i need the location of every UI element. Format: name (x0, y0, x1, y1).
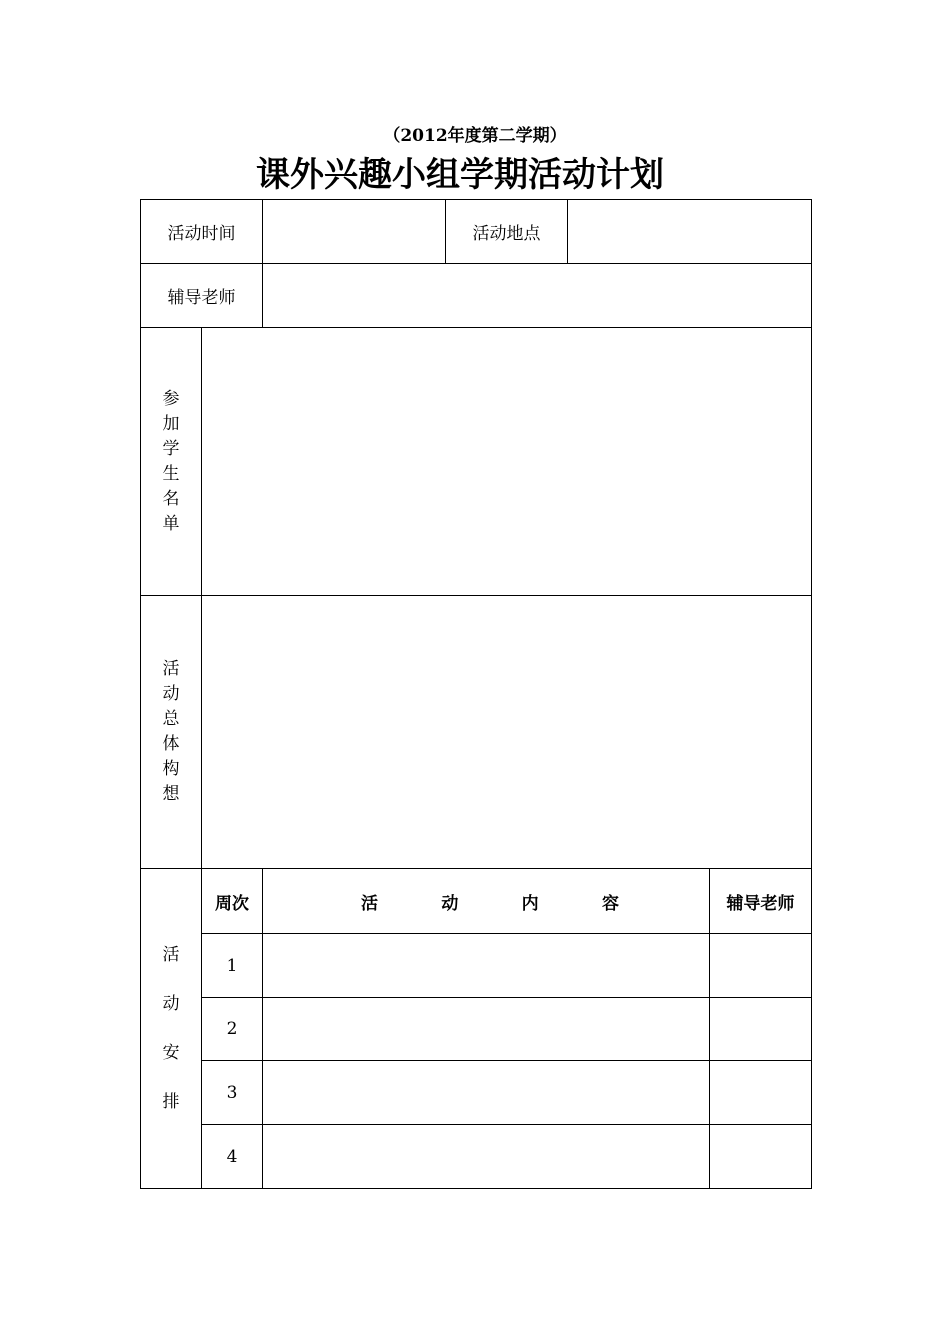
schedule-header-row (141, 869, 812, 934)
row-teacher-cell[interactable] (710, 1125, 812, 1189)
content-cell[interactable] (263, 998, 710, 1061)
week-header: 周次 (215, 893, 249, 914)
time-value-cell[interactable] (263, 200, 446, 264)
semester-subtitle: （2012年度第二学期） (383, 126, 567, 146)
teacher-header: 辅导老师 (726, 893, 795, 914)
content-cell[interactable] (263, 1125, 710, 1189)
schedule-label-cell (141, 869, 202, 1189)
place-value-cell[interactable] (568, 200, 812, 264)
concept-label-char: 构 (162, 759, 180, 779)
content-header-char: 活 (361, 893, 378, 914)
content-header-cell (263, 869, 710, 934)
students-label-char: 生 (162, 463, 180, 484)
students-label-char: 学 (162, 438, 180, 459)
students-label-char: 名 (162, 488, 180, 509)
row-teacher-cell[interactable] (710, 1061, 812, 1125)
content-header-char: 容 (601, 893, 619, 914)
time-label-cell (141, 200, 263, 264)
week-number: 1 (226, 955, 238, 976)
week-number: 2 (226, 1019, 238, 1039)
students-label-cell (141, 328, 202, 596)
concept-label-char: 体 (162, 734, 180, 754)
table-row (141, 1125, 812, 1189)
schedule-label-char: 排 (162, 1091, 180, 1112)
place-label-cell (446, 200, 568, 264)
concept-label-char: 活 (162, 659, 180, 679)
concept-label-cell (141, 596, 202, 869)
table-row (141, 998, 812, 1061)
concept-label-char: 想 (162, 784, 180, 804)
table-row (141, 1061, 812, 1125)
row-teacher-cell[interactable] (710, 934, 812, 998)
schedule-label-char: 安 (162, 1042, 180, 1063)
students-value-cell[interactable] (202, 328, 812, 596)
week-cell (202, 1125, 263, 1189)
students-label-char: 加 (162, 413, 180, 434)
time-label: 活动时间 (167, 224, 236, 244)
week-cell (202, 934, 263, 998)
content-header-char: 内 (521, 893, 539, 914)
table-row (141, 934, 812, 998)
week-cell (202, 1061, 263, 1125)
time-place-row (141, 200, 812, 264)
teacher-label-cell (141, 264, 263, 328)
teacher-row (141, 264, 812, 328)
students-row (141, 328, 812, 596)
concept-label-char: 总 (162, 709, 180, 729)
schedule-label-char: 活 (162, 944, 180, 965)
students-label-char: 单 (162, 513, 180, 534)
schedule-label-char: 动 (162, 993, 180, 1014)
concept-row (141, 596, 812, 869)
week-number: 3 (226, 1082, 238, 1103)
activity-plan-table (140, 199, 812, 1189)
week-number: 4 (226, 1146, 238, 1167)
concept-label-char: 动 (162, 684, 180, 704)
students-label-char: 参 (162, 388, 180, 409)
teacher-label: 辅导老师 (167, 288, 236, 308)
content-cell[interactable] (263, 1061, 710, 1125)
teacher-value-cell[interactable] (263, 264, 812, 328)
row-teacher-cell[interactable] (710, 998, 812, 1061)
week-header-cell (202, 869, 263, 934)
teacher-header-cell (710, 869, 812, 934)
week-cell (202, 998, 263, 1061)
content-cell[interactable] (263, 934, 710, 998)
concept-value-cell[interactable] (202, 596, 812, 869)
place-label: 活动地点 (472, 224, 541, 244)
page-title: 课外兴趣小组学期活动计划 (256, 155, 664, 195)
content-header-char: 动 (441, 893, 459, 914)
